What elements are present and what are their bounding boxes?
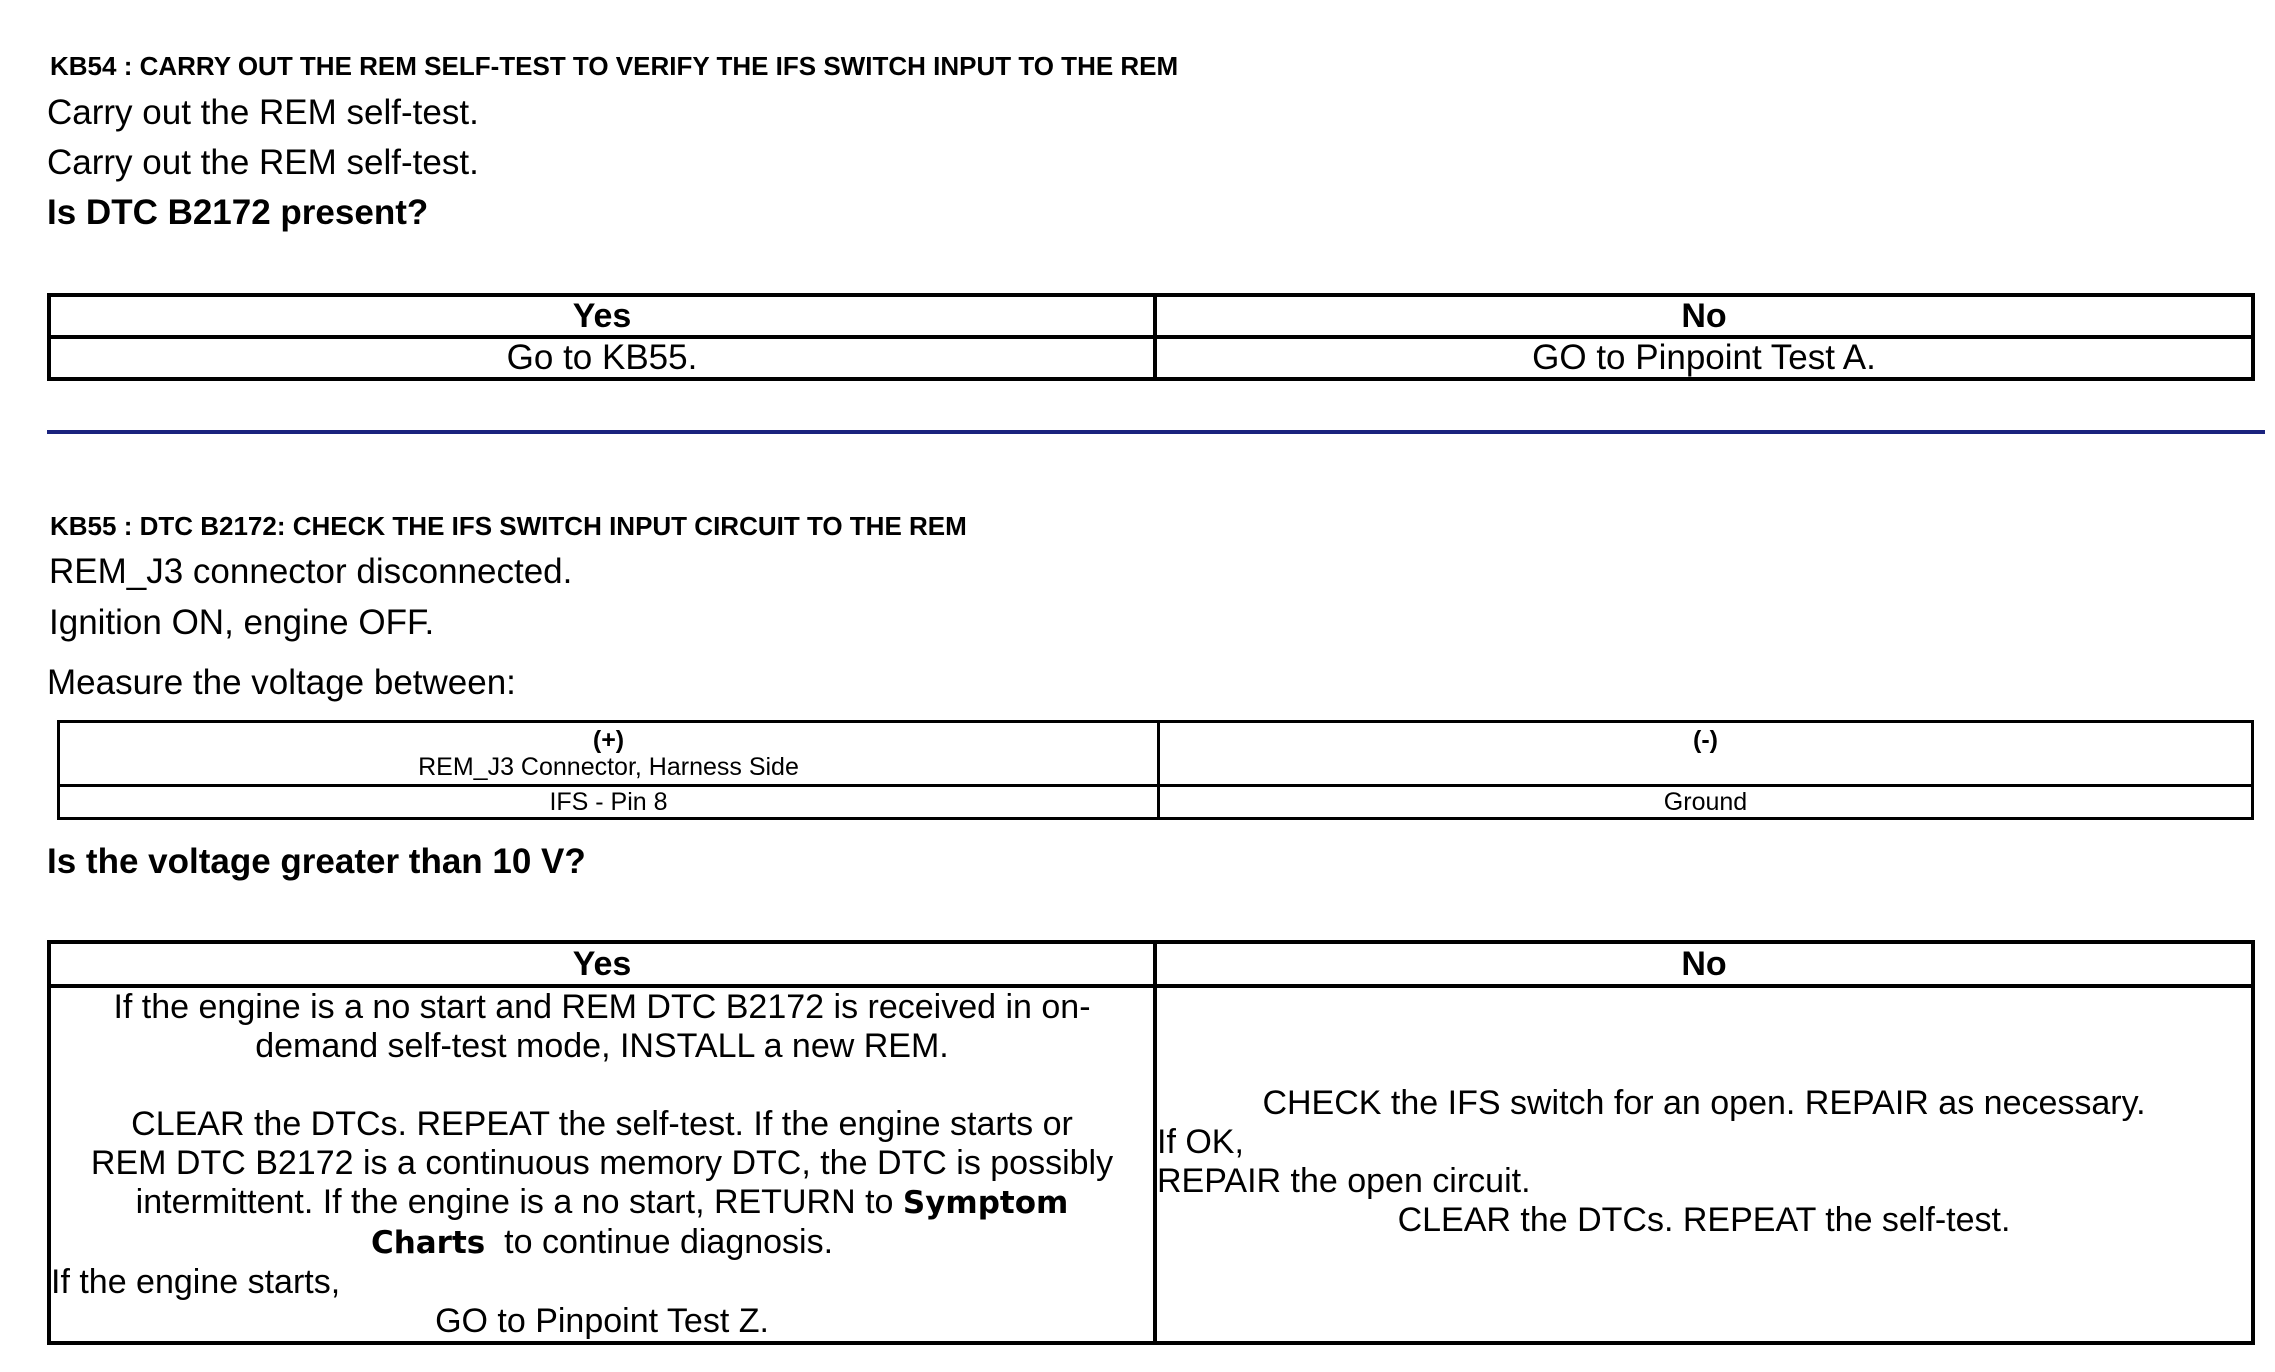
no-text-3: REPAIR the open circuit.	[1157, 1162, 1531, 1200]
kb54-instruction-1: Carry out the REM self-test.	[47, 93, 479, 132]
kb54-yes-header: Yes	[49, 295, 1155, 337]
yes-text-3: If the engine starts,	[51, 1263, 341, 1301]
section-divider	[47, 430, 2265, 434]
kb55-heading: KB55 : DTC B2172: CHECK THE IFS SWITCH INPUT CIRCUIT TO THE REM	[50, 511, 967, 541]
yes-text-2c: intermittent. If the engine is a no start, RETURN to	[135, 1183, 894, 1221]
kb54-heading: KB54 : CARRY OUT THE REM SELF-TEST TO VERIFY THE IFS SWITCH INPUT TO THE REM	[50, 51, 1179, 81]
yes-text-1b: demand self-test mode, INSTALL a new REM.	[255, 1027, 949, 1065]
no-text-4: CLEAR the DTCs. REPEAT the self-test.	[1397, 1201, 2011, 1239]
minus-sign: (-)	[1693, 726, 1718, 754]
kb54-no-action: GO to Pinpoint Test A.	[1155, 337, 2253, 379]
yes-text-2a: CLEAR the DTCs. REPEAT the self-test. If the engine starts or	[131, 1105, 1073, 1143]
no-text-2: If OK,	[1157, 1123, 1244, 1161]
plus-sign: (+)	[592, 726, 625, 754]
measure-plus-header	[59, 722, 1159, 786]
kb54-question: Is DTC B2172 present?	[47, 193, 429, 232]
kb54-no-header: No	[1155, 295, 2253, 337]
symptom-link[interactable]: Symptom	[902, 1185, 1069, 1221]
yes-text-2b: REM DTC B2172 is a continuous memory DTC, the DTC is possibly	[90, 1144, 1114, 1182]
kb55-condition-2: Ignition ON, engine OFF.	[49, 603, 435, 642]
yes-text-2c-line	[51, 1183, 1153, 1223]
kb54-yes-action: Go to KB55.	[49, 337, 1155, 379]
plus-label: REM_J3 Connector, Harness Side	[418, 753, 799, 781]
measure-minus-header	[1159, 722, 2253, 786]
kb55-no-header: No	[1155, 942, 2253, 986]
measure-minus-value: Ground	[1159, 786, 2253, 819]
kb55-measure-intro: Measure the voltage between:	[47, 663, 516, 702]
kb55-question: Is the voltage greater than 10 V?	[47, 842, 586, 881]
kb55-no-cell	[1155, 986, 2253, 1343]
measure-plus-value: IFS - Pin 8	[59, 786, 1159, 819]
yes-text-4: GO to Pinpoint Test Z.	[435, 1302, 769, 1340]
yes-text-2d-line	[51, 1223, 1153, 1263]
kb55-result-table	[47, 940, 2255, 1345]
kb55-condition-1: REM_J3 connector disconnected.	[49, 552, 573, 591]
charts-link[interactable]: Charts	[370, 1225, 486, 1261]
kb54-instruction-2: Carry out the REM self-test.	[47, 143, 479, 182]
yes-text-2d: to continue diagnosis.	[504, 1223, 834, 1261]
kb55-yes-header: Yes	[49, 942, 1155, 986]
yes-text-1: If the engine is a no start and REM DTC B2172 is received in on-	[113, 988, 1091, 1026]
no-text-1: CHECK the IFS switch for an open. REPAIR as necessary.	[1262, 1084, 2146, 1122]
kb54-yes-no-table	[47, 293, 2255, 381]
kb55-measurement-table	[57, 720, 2254, 820]
kb55-yes-cell	[49, 986, 1155, 1343]
